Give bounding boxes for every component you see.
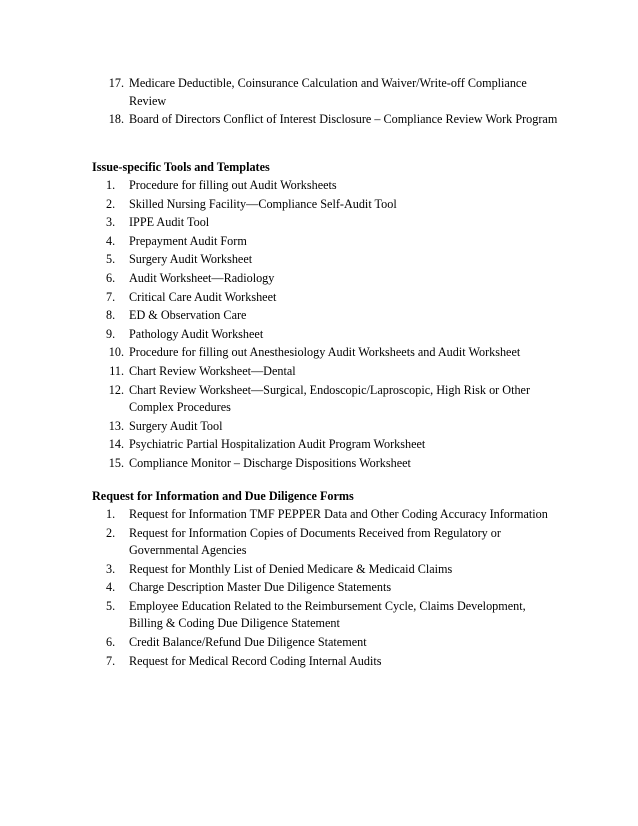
list-item bbox=[92, 598, 562, 633]
list-item bbox=[92, 561, 562, 579]
list-item-text: Compliance Monitor – Discharge Dispositions Worksheet bbox=[129, 455, 411, 470]
list-item-number: 13. bbox=[108, 418, 124, 433]
issue-specific-list bbox=[92, 177, 562, 472]
list-item bbox=[92, 436, 562, 454]
list-item bbox=[92, 506, 562, 524]
list-item bbox=[92, 344, 562, 362]
list-item-number: 3. bbox=[106, 561, 116, 576]
list-item-text: Chart Review Worksheet—Dental bbox=[129, 363, 296, 378]
list-item-number: 1. bbox=[106, 178, 116, 192]
list-item-number: 2. bbox=[106, 525, 116, 540]
list-item bbox=[92, 233, 562, 251]
list-item-text: IPPE Audit Tool bbox=[129, 215, 210, 230]
list-item-text: Procedure for filling out Audit Worksheets bbox=[129, 178, 337, 192]
list-item bbox=[92, 455, 562, 473]
request-forms-list bbox=[92, 506, 562, 670]
list-item-number: 1. bbox=[106, 507, 116, 521]
list-item-number: 4. bbox=[106, 233, 116, 248]
continued-list bbox=[92, 75, 562, 129]
list-item-number: 17. bbox=[108, 76, 124, 90]
list-item bbox=[92, 270, 562, 288]
issue-specific-section bbox=[92, 158, 562, 473]
list-item bbox=[92, 326, 562, 344]
list-item-text: Board of Directors Conflict of Interest Disclosure – Compliance Review Work Program bbox=[129, 112, 558, 127]
list-item-number: 6. bbox=[106, 634, 116, 649]
list-item bbox=[92, 177, 562, 195]
list-item-number: 18. bbox=[108, 112, 124, 127]
list-item-number: 5. bbox=[106, 598, 116, 613]
list-item-text: Chart Review Worksheet—Surgical, Endoscopic/Laproscopic, High Risk or Other Complex Procedures bbox=[129, 382, 531, 415]
list-item-text: Credit Balance/Refund Due Diligence Statement bbox=[129, 634, 367, 649]
section-heading: Issue-specific Tools and Templates bbox=[92, 160, 270, 174]
list-item-number: 14. bbox=[108, 437, 124, 452]
list-item-number: 10. bbox=[108, 345, 124, 360]
list-item bbox=[92, 363, 562, 381]
list-item-number: 3. bbox=[106, 215, 116, 230]
list-item-text: Charge Description Master Due Diligence Statements bbox=[129, 580, 392, 595]
list-item bbox=[92, 196, 562, 214]
list-item bbox=[92, 289, 562, 307]
continued-list-section bbox=[92, 75, 562, 130]
list-item-text: Request for Monthly List of Denied Medicare & Medicaid Claims bbox=[129, 561, 453, 576]
list-item-number: 5. bbox=[106, 252, 116, 267]
list-item-number: 2. bbox=[106, 196, 116, 211]
list-item bbox=[92, 75, 562, 110]
list-item bbox=[92, 382, 562, 417]
list-item bbox=[92, 111, 562, 129]
list-item bbox=[92, 418, 562, 436]
list-item-text: Audit Worksheet—Radiology bbox=[129, 270, 275, 285]
list-item-number: 15. bbox=[108, 455, 124, 470]
list-item-number: 8. bbox=[106, 308, 116, 323]
list-item-text: Pathology Audit Worksheet bbox=[129, 326, 264, 341]
list-item-number: 11. bbox=[109, 363, 124, 378]
list-item-number: 7. bbox=[106, 653, 116, 668]
list-item bbox=[92, 579, 562, 597]
list-item-text: Prepayment Audit Form bbox=[129, 233, 247, 248]
list-item bbox=[92, 214, 562, 232]
list-item bbox=[92, 307, 562, 325]
list-item-number: 4. bbox=[106, 580, 116, 595]
list-item-text: Surgery Audit Tool bbox=[129, 418, 223, 433]
section-heading: Request for Information and Due Diligence Forms bbox=[92, 489, 354, 503]
list-item-text: ED & Observation Care bbox=[129, 308, 247, 323]
list-item-text: Request for Information Copies of Documents Received from Regulatory or Governmental Agencies bbox=[129, 525, 501, 558]
list-item-text: Surgery Audit Worksheet bbox=[129, 252, 253, 267]
list-item-number: 9. bbox=[106, 326, 116, 341]
list-item bbox=[92, 634, 562, 652]
list-item bbox=[92, 251, 562, 269]
list-item-text: Request for Medical Record Coding Internal Audits bbox=[129, 653, 382, 668]
list-item-text: Medicare Deductible, Coinsurance Calculation and Waiver/Write-off Compliance Review bbox=[129, 76, 527, 108]
list-item-number: 6. bbox=[106, 270, 116, 285]
list-item bbox=[92, 653, 562, 671]
list-item-number: 12. bbox=[108, 382, 124, 397]
list-item-number: 7. bbox=[106, 289, 116, 304]
request-forms-section bbox=[92, 487, 562, 671]
list-item bbox=[92, 525, 562, 560]
list-item-text: Critical Care Audit Worksheet bbox=[129, 289, 277, 304]
list-item-text: Request for Information TMF PEPPER Data and Other Coding Accuracy Information bbox=[129, 507, 548, 521]
list-item-text: Skilled Nursing Facility—Compliance Self-Audit Tool bbox=[129, 196, 397, 211]
list-item-text: Procedure for filling out Anesthesiology Audit Worksheets and Audit Worksheet bbox=[129, 345, 521, 360]
list-item-text: Psychiatric Partial Hospitalization Audit Program Worksheet bbox=[129, 437, 426, 452]
list-item-text: Employee Education Related to the Reimbursement Cycle, Claims Development, Billing & Coding Due Diligence Statement bbox=[129, 598, 526, 631]
